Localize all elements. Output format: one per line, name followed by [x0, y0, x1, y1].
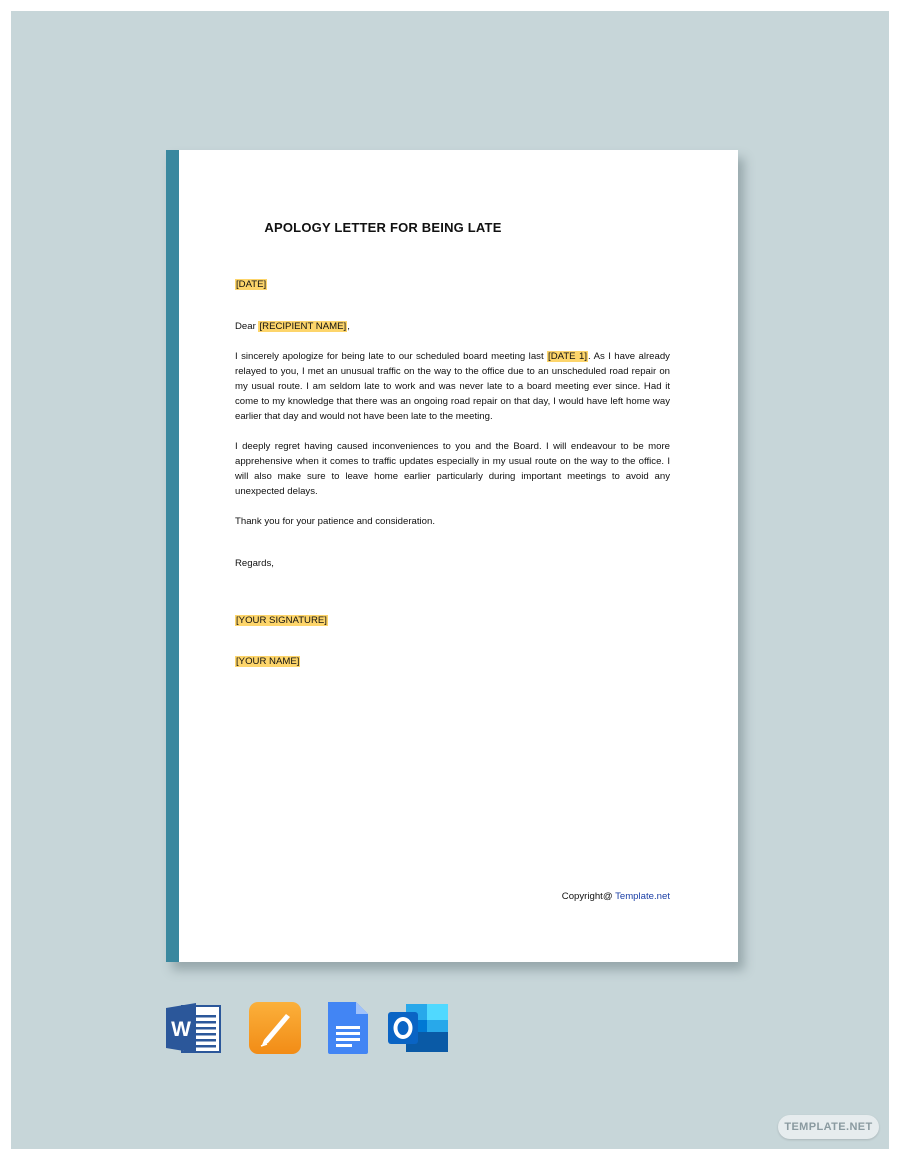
paragraph-3: Thank you for your patience and consideration.: [235, 516, 435, 527]
copyright-link[interactable]: Template.net: [615, 891, 670, 902]
accent-strip: [166, 150, 179, 962]
date-placeholder: [DATE]: [236, 279, 267, 290]
salutation-prefix: Dear: [235, 321, 259, 332]
recipient-placeholder: [RECIPIENT NAME]: [259, 321, 347, 332]
p1-text-start: I sincerely apologize for being late to our scheduled board meeting last: [235, 351, 548, 362]
name-placeholder: [YOUR NAME]: [236, 656, 300, 667]
p1-text-end: . As I have already relayed to you, I met an unusual traffic on the way to the office due to an unscheduled road repair on my usual route. I am seldom late to work and was never late to a board meeting ever since. Had it come to my knowledge that there was an ongoing road repair on that day, I would have left home way earlier that day and would not have been late to the meeting.: [235, 351, 670, 422]
closing: Regards,: [235, 558, 274, 569]
copyright-prefix: Copyright@: [561, 891, 616, 902]
word-icon[interactable]: [166, 1002, 222, 1054]
signature-placeholder: [YOUR SIGNATURE]: [236, 615, 327, 626]
template-net-badge[interactable]: TEMPLATE.NET: [778, 1115, 879, 1139]
salutation-suffix: ,: [347, 321, 350, 332]
outlook-icon[interactable]: [388, 1002, 450, 1054]
paragraph-1: [235, 349, 670, 424]
signature-line: [235, 613, 670, 628]
date-line: [235, 277, 670, 292]
google-docs-icon[interactable]: [324, 1002, 380, 1054]
letter-title: APOLOGY LETTER FOR BEING LATE: [264, 220, 502, 235]
letter-page-preview: [166, 150, 738, 962]
paragraph-2: I deeply regret having caused inconveniences to you and the Board. I will endeavour to be more apprehensive when it comes to traffic updates especially in my usual route on the way to the office. I will also make sure to leave home earlier particularly during important meetings to avoid any unexpected delays.: [235, 441, 670, 497]
svg-text:W: W: [171, 1018, 191, 1041]
pages-icon[interactable]: [248, 1002, 304, 1054]
date-1-placeholder: [DATE 1]: [548, 351, 588, 362]
name-line: [235, 654, 670, 669]
copyright-line: [562, 891, 670, 902]
salutation: [235, 319, 670, 334]
